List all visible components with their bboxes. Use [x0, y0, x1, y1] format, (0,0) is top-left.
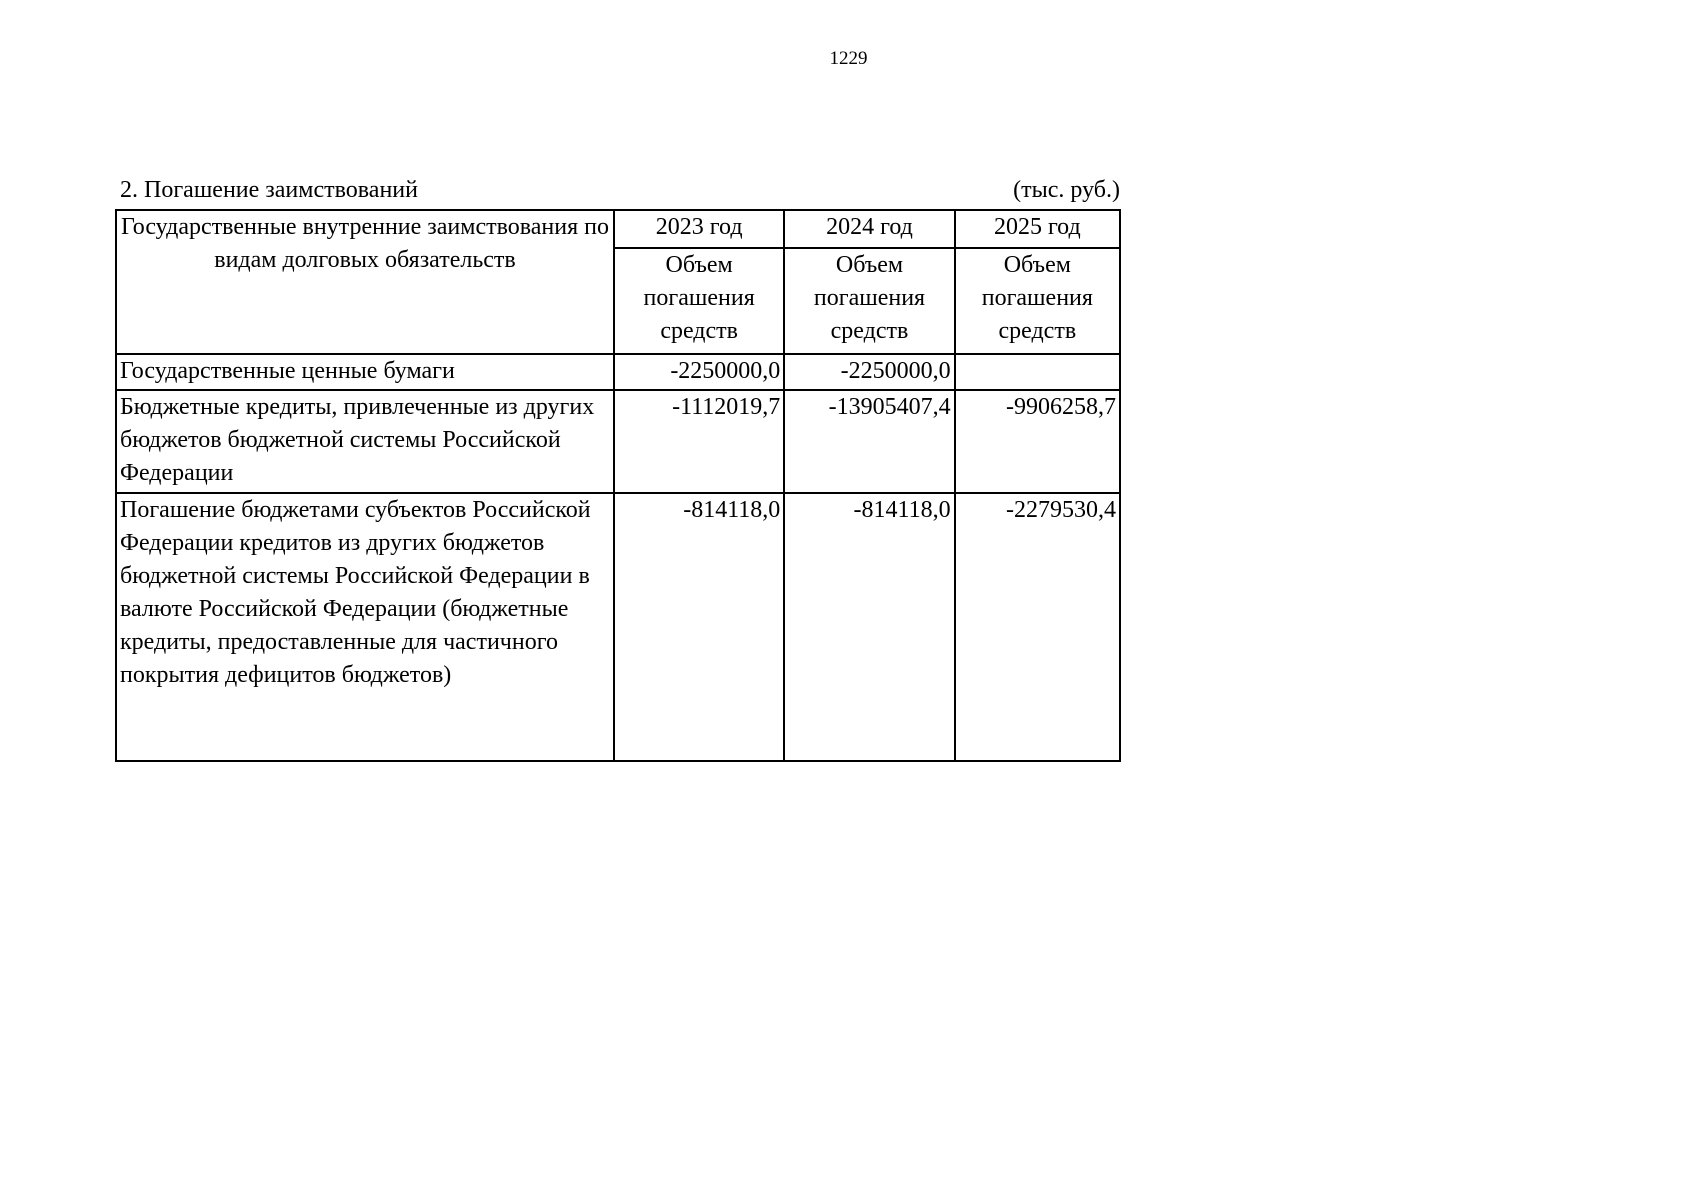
section-title: 2. Погашение заимствований — [120, 177, 418, 203]
page-number: 1229 — [829, 48, 868, 69]
cell-value: -1112019,7 — [614, 390, 784, 493]
subheader-volume-2025: Объем погашения средств — [955, 248, 1120, 354]
row-label-budget-credits: Бюджетные кредиты, привлеченные из других бюджетов бюджетной системы Российской Федерации — [116, 390, 614, 493]
table-row — [116, 390, 1120, 493]
table-row — [116, 354, 1120, 390]
cell-value: -9906258,7 — [955, 390, 1120, 493]
cell-value: -814118,0 — [614, 493, 784, 761]
cell-value: -814118,0 — [784, 493, 954, 761]
cell-value: -2250000,0 — [614, 354, 784, 390]
units-label: (тыс. руб.) — [1013, 177, 1120, 203]
table-row — [116, 493, 1120, 761]
subheader-volume-2024: Объем погашения средств — [784, 248, 954, 354]
borrowings-repayment-table — [115, 209, 1121, 762]
header-debt-type: Государственные внутренние заимствования по видам долговых обязательств — [116, 210, 614, 354]
row-label-securities: Государственные ценные бумаги — [116, 354, 614, 390]
cell-value — [955, 354, 1120, 390]
header-year-2024: 2024 год — [784, 210, 954, 248]
header-year-2025: 2025 год — [955, 210, 1120, 248]
cell-value: -2279530,4 — [955, 493, 1120, 761]
subheader-volume-2023: Объем погашения средств — [614, 248, 784, 354]
cell-value: -2250000,0 — [784, 354, 954, 390]
row-label-regional-repayment: Погашение бюджетами субъектов Российской Федерации кредитов из других бюджетов бюджетной системы Российской Федерации в валюте Российской Федерации (бюджетные кредиты, предоставленные для частичного покрытия дефицитов бюджетов) — [116, 493, 614, 761]
header-year-2023: 2023 год — [614, 210, 784, 248]
cell-value: -13905407,4 — [784, 390, 954, 493]
